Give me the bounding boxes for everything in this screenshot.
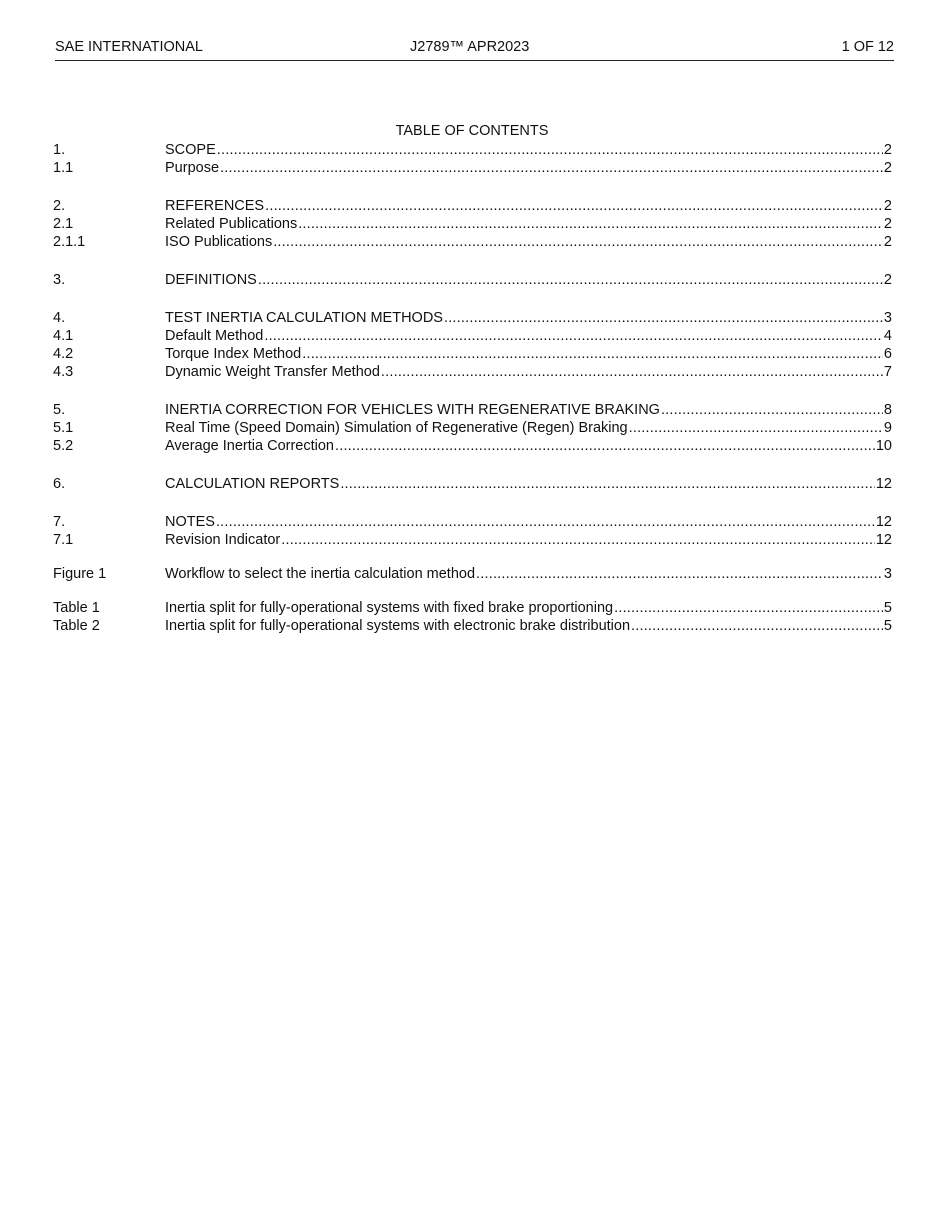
toc-entry-page: 2 (883, 216, 892, 232)
toc-dot-leader (444, 309, 883, 327)
toc-group (53, 309, 892, 381)
toc-dot-leader (381, 363, 883, 381)
toc-entry-page: 2 (883, 142, 892, 158)
toc-group (53, 599, 892, 635)
toc-entry-title: Real Time (Speed Domain) Simulation of Regenerative (Regen) Braking (165, 420, 628, 436)
toc-entry[interactable] (53, 309, 892, 327)
header-page-indicator: 1 OF 12 (841, 39, 894, 55)
toc-entry-page: 12 (875, 532, 892, 548)
toc-entry-page: 9 (883, 420, 892, 436)
toc-entry-number: 7.1 (53, 532, 74, 548)
toc-dot-leader (264, 327, 883, 345)
toc-group (53, 565, 892, 583)
toc-entry-number: 5. (53, 402, 66, 418)
toc-dot-leader (220, 159, 883, 177)
toc-entry-number: 3. (53, 272, 66, 288)
toc-entry[interactable] (53, 271, 892, 289)
toc-entry-title: SCOPE (165, 142, 216, 158)
toc-entry-title: INERTIA CORRECTION FOR VEHICLES WITH REGENERATIVE BRAKING (165, 402, 660, 418)
toc-dot-leader (216, 513, 875, 531)
toc-entry-title: DEFINITIONS (165, 272, 257, 288)
toc-entry-page: 12 (875, 476, 892, 492)
toc-group (53, 401, 892, 455)
toc-entry[interactable] (53, 513, 892, 531)
toc-entry-page: 2 (883, 160, 892, 176)
toc-dot-leader (629, 419, 883, 437)
toc-entry[interactable] (53, 419, 892, 437)
toc-dot-leader (273, 233, 883, 251)
toc-entry-title: Workflow to select the inertia calculation method (165, 566, 476, 582)
toc-group (53, 513, 892, 549)
toc-entry-number: 7. (53, 514, 66, 530)
toc-entry-page: 3 (883, 310, 892, 326)
toc-entry-number: Figure 1 (53, 566, 107, 582)
toc-dot-leader (476, 565, 883, 583)
toc-dot-leader (614, 599, 883, 617)
toc-dot-leader (265, 197, 883, 215)
toc-entry-page: 7 (883, 364, 892, 380)
toc-entry-number: Table 1 (53, 600, 100, 616)
page-header (55, 38, 894, 61)
header-organization: SAE INTERNATIONAL (55, 39, 203, 55)
toc-entry-number: 1. (53, 142, 66, 158)
toc-entry-number: 4. (53, 310, 66, 326)
toc-entry-page: 5 (883, 618, 892, 634)
header-document-id: J2789™ APR2023 (410, 39, 530, 55)
toc-entry-page: 2 (883, 272, 892, 288)
toc-entry-title: REFERENCES (165, 198, 265, 214)
toc-entry[interactable] (53, 141, 892, 159)
toc-entry-page: 8 (883, 402, 892, 418)
toc-entry[interactable] (53, 401, 892, 419)
toc-title: TABLE OF CONTENTS (395, 123, 549, 139)
toc-entry-number: 2. (53, 198, 66, 214)
toc-dot-leader (661, 401, 883, 419)
toc-entry-title: Purpose (165, 160, 220, 176)
toc-entry[interactable] (53, 475, 892, 493)
toc-entry-page: 2 (883, 198, 892, 214)
toc-entry-number: 4.2 (53, 346, 74, 362)
toc-entry-title: Torque Index Method (165, 346, 302, 362)
toc-entry[interactable] (53, 197, 892, 215)
toc-entry-title: CALCULATION REPORTS (165, 476, 340, 492)
toc-entry[interactable] (53, 345, 892, 363)
toc-entry-page: 10 (875, 438, 892, 454)
toc-group (53, 197, 892, 251)
toc-entry[interactable] (53, 565, 892, 583)
toc-group (53, 271, 892, 289)
toc-dot-leader (281, 531, 875, 549)
toc-entry-title: ISO Publications (165, 234, 273, 250)
toc-entry-number: 4.3 (53, 364, 74, 380)
toc-entry-title: Inertia split for fully-operational systems with fixed brake proportioning (165, 600, 614, 616)
toc-entry-number: 1.1 (53, 160, 74, 176)
toc-entry-page: 12 (875, 514, 892, 530)
toc-dot-leader (258, 271, 883, 289)
toc-entry-title: Revision Indicator (165, 532, 281, 548)
toc-entry[interactable] (53, 215, 892, 233)
toc-entry[interactable] (53, 363, 892, 381)
toc-entry-page: 3 (883, 566, 892, 582)
toc-dot-leader (217, 141, 883, 159)
toc-entry[interactable] (53, 531, 892, 549)
toc-dot-leader (340, 475, 875, 493)
table-of-contents (53, 141, 892, 655)
toc-entry-title: Dynamic Weight Transfer Method (165, 364, 380, 380)
toc-entry-page: 4 (883, 328, 892, 344)
toc-dot-leader (335, 437, 875, 455)
toc-entry[interactable] (53, 617, 892, 635)
toc-dot-leader (302, 345, 883, 363)
toc-entry-title: Default Method (165, 328, 264, 344)
toc-entry-number: 6. (53, 476, 66, 492)
toc-entry-number: 5.1 (53, 420, 74, 436)
toc-entry-number: 2.1.1 (53, 234, 86, 250)
toc-entry-page: 6 (883, 346, 892, 362)
toc-entry-page: 2 (883, 234, 892, 250)
toc-entry[interactable] (53, 159, 892, 177)
toc-entry-title: NOTES (165, 514, 215, 530)
toc-entry-title: Related Publications (165, 216, 298, 232)
toc-entry[interactable] (53, 327, 892, 345)
toc-entry-title: Inertia split for fully-operational systems with electronic brake distribution (165, 618, 631, 634)
toc-entry-title: TEST INERTIA CALCULATION METHODS (165, 310, 443, 326)
toc-entry-number: 5.2 (53, 438, 74, 454)
toc-entry-number: Table 2 (53, 618, 100, 634)
toc-dot-leader (631, 617, 883, 635)
toc-entry-number: 4.1 (53, 328, 74, 344)
toc-entry-title: Average Inertia Correction (165, 438, 334, 454)
toc-group (53, 141, 892, 177)
toc-entry-page: 5 (883, 600, 892, 616)
toc-dot-leader (298, 215, 883, 233)
toc-entry-number: 2.1 (53, 216, 74, 232)
toc-entry[interactable] (53, 233, 892, 251)
toc-entry[interactable] (53, 437, 892, 455)
toc-group (53, 475, 892, 493)
toc-entry[interactable] (53, 599, 892, 617)
